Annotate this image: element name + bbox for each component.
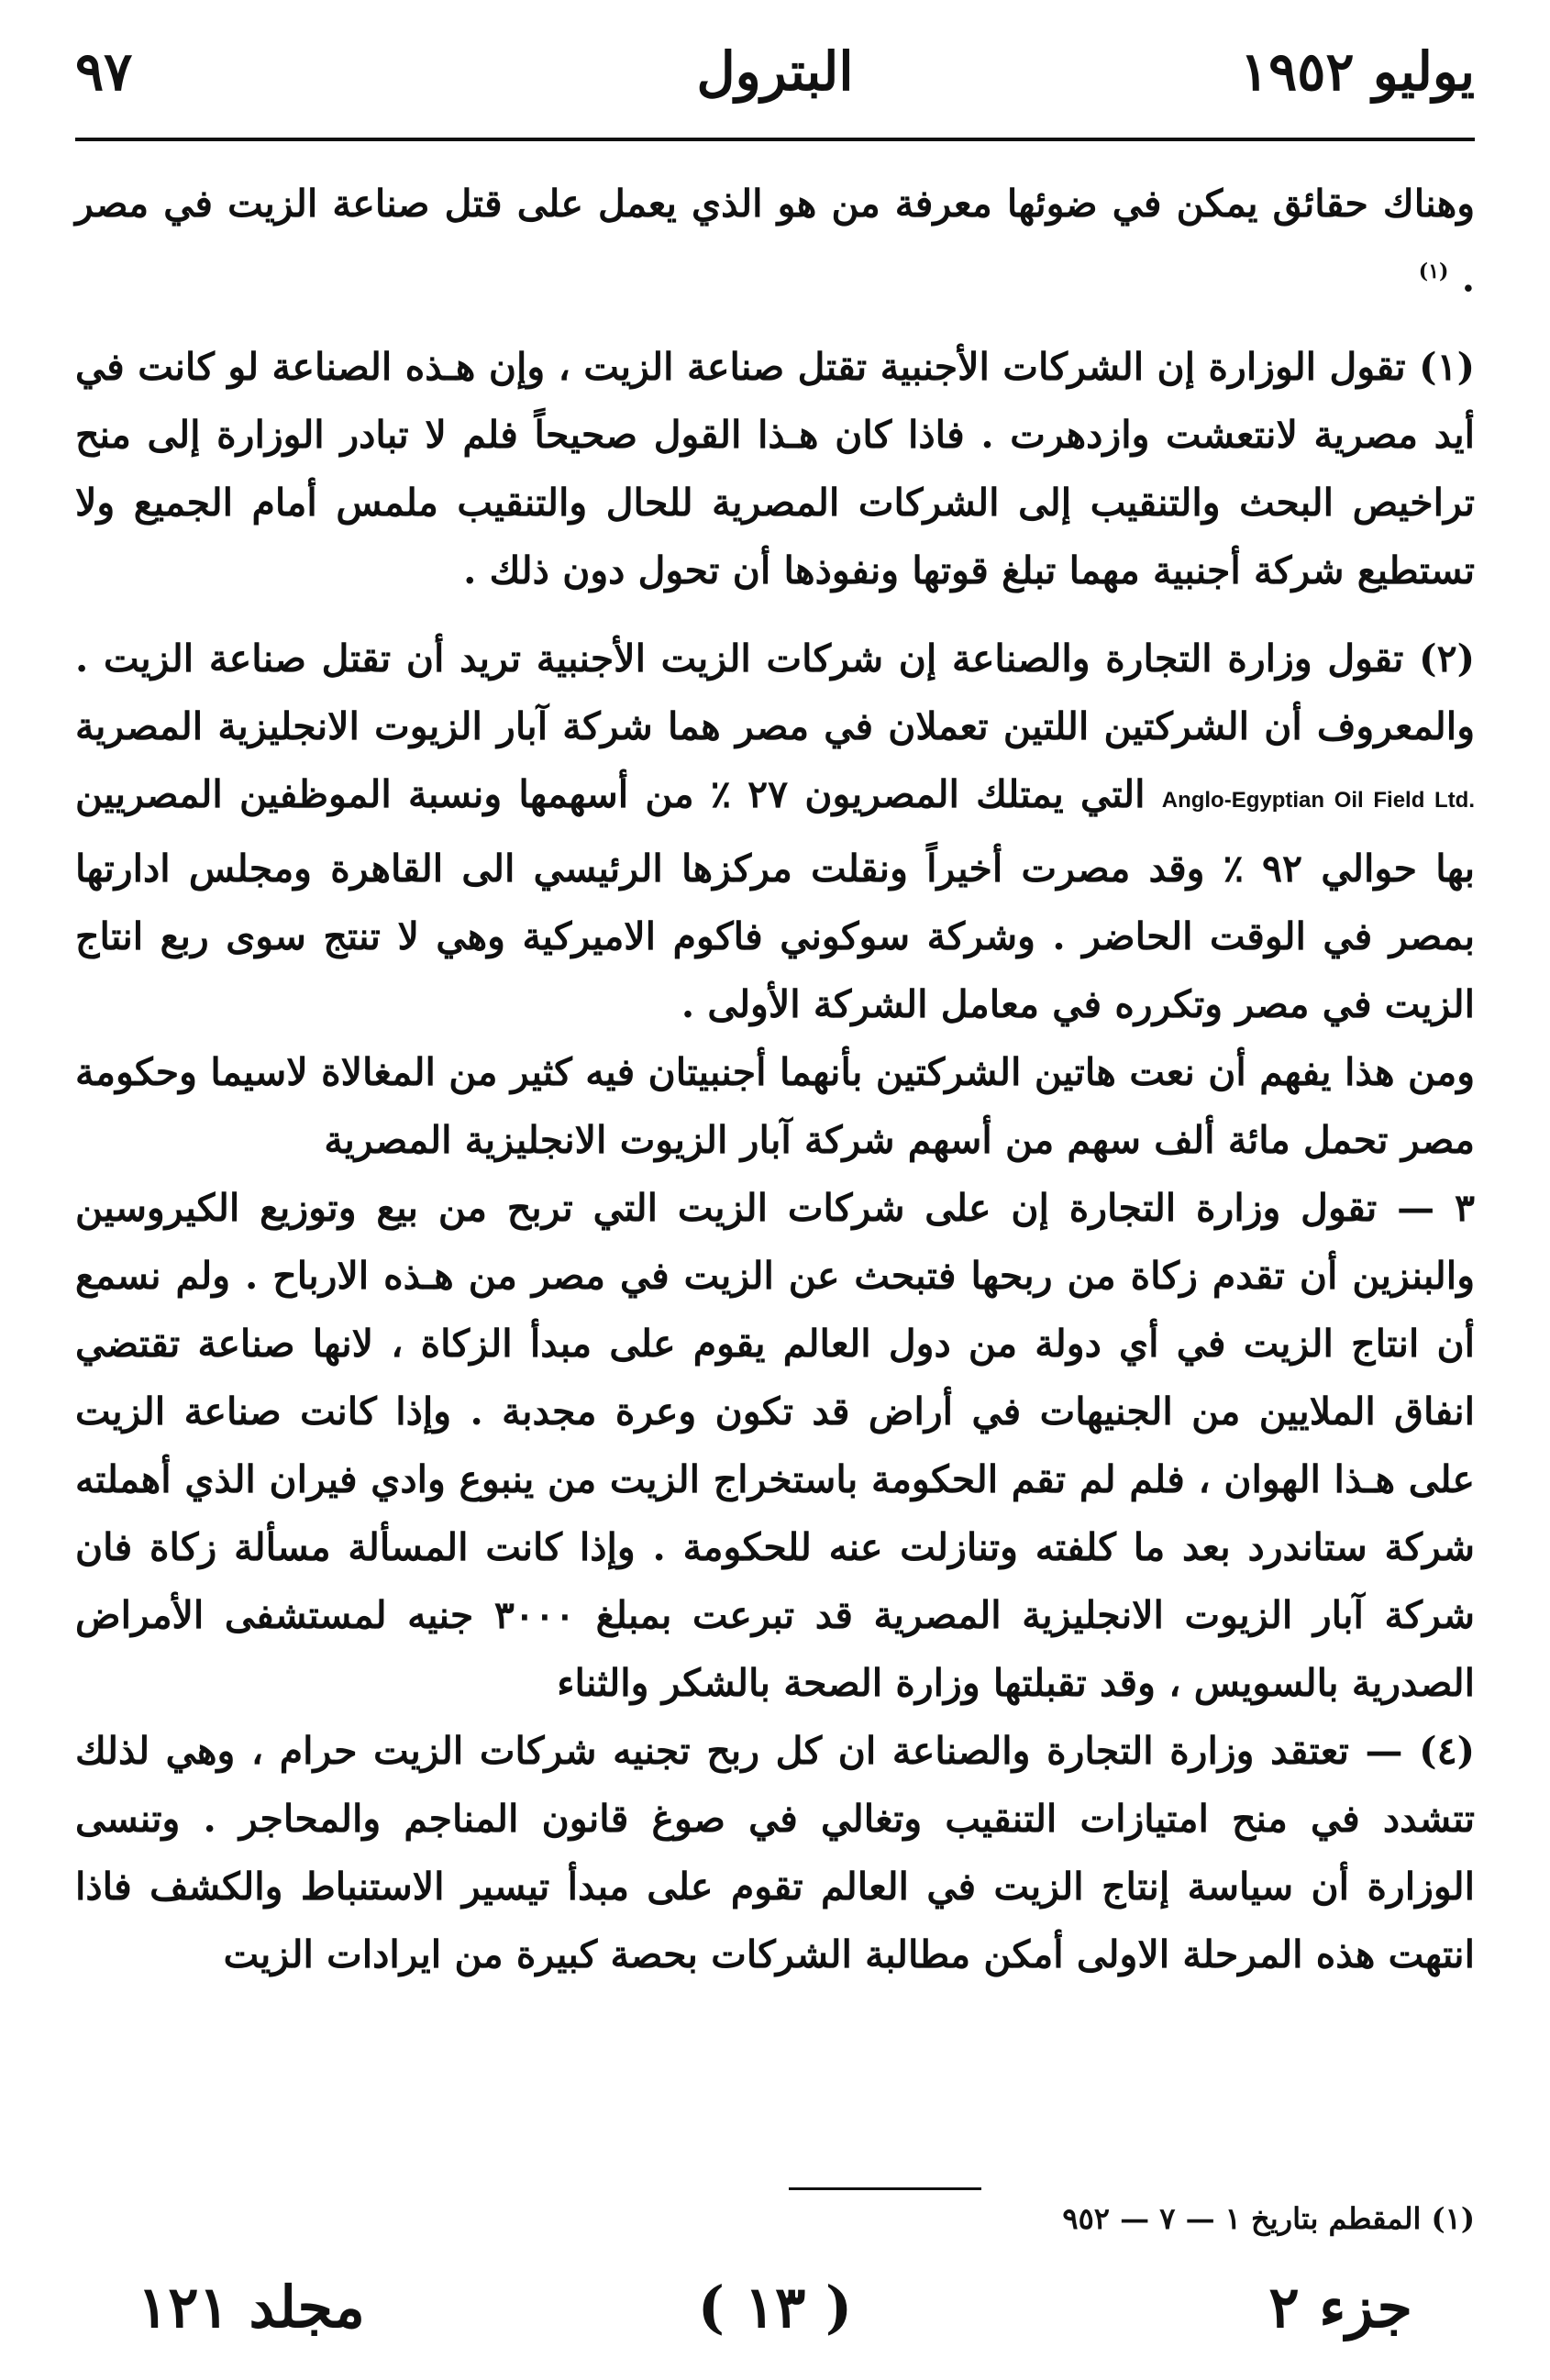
paragraph-2-conclusion: ومن هذا يفهم أن نعت هاتين الشركتين بأنهما أجنبيتان فيه كثير من المغالاة لاسيما وحكومة مصر تحمل مائة ألف سهم من أسهم شركة آبار الزيوت الانجليزية المصرية: [75, 1049, 1475, 1162]
footer-part: جزء ٢: [1268, 2273, 1412, 2341]
paragraph-2: (٢) تقول وزارة التجارة والصناعة إن شركات الزيت الأجنبية تريد أن تقتل صناعة الزيت . والمعروف أن الشركتين اللتين تعملان في مصر هما شركة آبار الزيوت الانجليزية المصرية Anglo-Egyptian Oil Field Ltd. التي يمتلك المصريون ٢٧ ٪ من أسهمها ونسبة الموظفين المصريين بها حوالي ٩٢ ٪ وقد مصرت أخيراً ونقلت مركزها الرئيسي الى القاهرة ومجلس ادارتها بمصر في الوقت الحاضر . وشركة سوكوني فاكوم الاميركية وهي لا تنتج سوى ربع انتاج الزيت في مصر وتكرره في معامل الشركة الأولى .: [75, 636, 1476, 1026]
company-name-latin: Anglo-Egyptian Oil Field Ltd.: [1161, 787, 1476, 813]
page-footer: [138, 2265, 1412, 2348]
paragraph-3: ٣ — تقول وزارة التجارة إن على شركات الزيت التي تربح من بيع وتوزيع الكيروسين والبنزين أن تقدم زكاة من ربحها فتبحث عن الزيت في مصر من هـذه الارباح . ولم نسمع أن انتاج الزيت في أي دولة من دول العالم يقوم على مبدأ الزكاة ، لانها صناعة تقتضي انفاق الملايين من الجنيهات في أراض قد تكون وعرة مجدبة . وإذا كانت صناعة الزيت على هـذا الهوان ، فلم لم تقم الحكومة باستخراج الزيت من ينبوع وادي فيران الذي أهملته شركة ستاندرد بعد ما كلفته وتنازلت عنه للحكومة . وإذا كانت المسألة مسألة زكاة فان شركة آبار الزيوت الانجليزية المصرية قد تبرعت بمبلغ ٣٠٠٠ جنيه لمستشفى الأمراض الصدرية بالسويس ، وقد تقبلتها وزارة الصحة بالشكر والثناء: [75, 1185, 1475, 1705]
paragraph-intro: وهناك حقائق يمكن في ضوئها معرفة من هو الذي يعمل على قتل صناعة الزيت في مصر . $^{(١)}$: [75, 182, 1475, 301]
paragraph-1: (١) تقول الوزارة إن الشركات الأجنبية تقتل صناعة الزيت ، وإن هـذه الصناعة لو كانت في أيد مصرية لانتعشت وازدهرت . فاذا كان هـذا القول صحيحاً فلم لا تبادر الوزارة إلى منح تراخيص البحث والتنقيب إلى الشركات المصرية للحال والتنقيب ملمس أمام الجميع ولا تستطيع شركة أجنبية مهما تبلغ قوتها ونفوذها أن تحول دون ذلك .: [75, 344, 1475, 592]
body-text: [75, 170, 1475, 1988]
header-rule: [75, 138, 1475, 141]
footnote-rule: [789, 2187, 981, 2190]
page-header: [75, 35, 1475, 108]
header-page-number: ٩٧: [75, 40, 133, 103]
header-title: البترول: [696, 40, 854, 103]
footer-volume: مجلد ١٢١: [138, 2273, 365, 2341]
footer-issue: ( ١٣ ): [697, 2273, 853, 2341]
paragraph-4: (٤) — تعتقد وزارة التجارة والصناعة ان كل ربح تجنيه شركات الزيت حرام ، وهي لذلك تتشدد في منح امتيازات التنقيب وتغالي في صوغ قانون المناجم والمحاجر . وتنسى الوزارة أن سياسة إنتاج الزيت في العالم تقوم على مبدأ تيسير الاستنباط والكشف فاذا انتهت هذه المرحلة الاولى أمكن مطالبة الشركات بحصة كبيرة من ايرادات الزيت: [75, 1728, 1475, 1976]
header-date: يوليو ١٩٥٢: [1239, 40, 1475, 103]
footnote: (١) المقطم بتاريخ ١ — ٧ — ٩٥٢: [1062, 2201, 1475, 2236]
footnote-marker: (١): [1418, 260, 1449, 283]
